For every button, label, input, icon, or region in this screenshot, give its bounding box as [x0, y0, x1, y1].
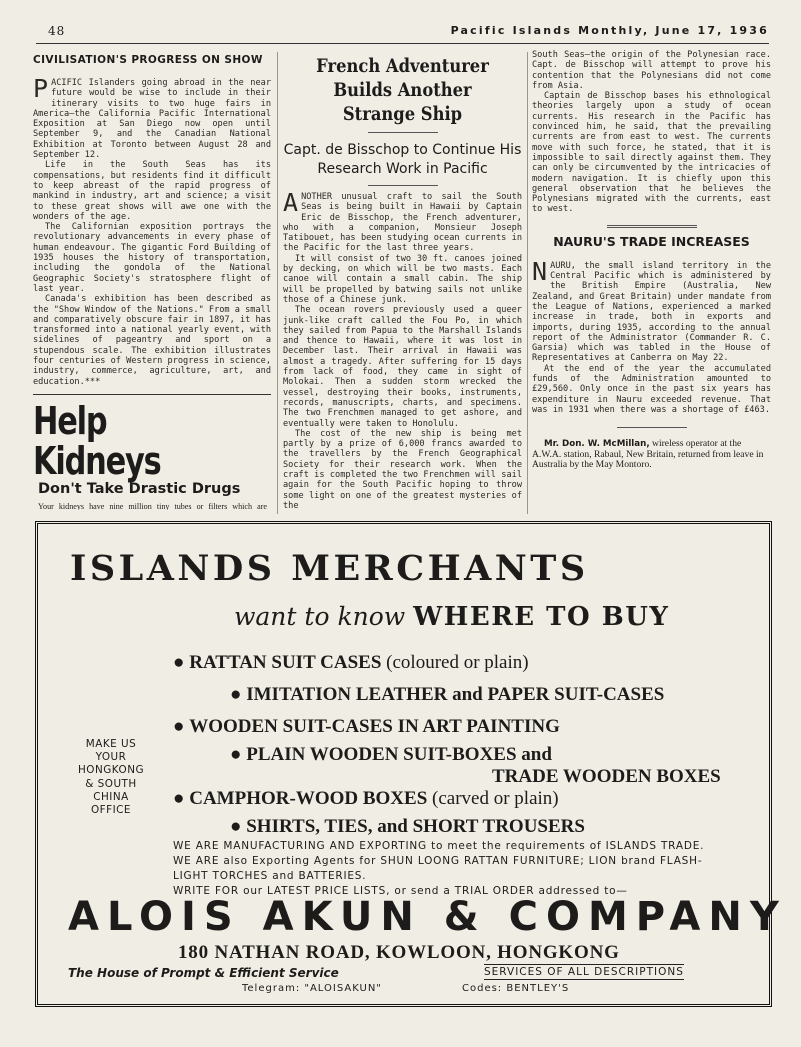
nauru-paragraph: NAURU, the small island territory in the Central Pacific which is administered by the British Empire (Australia, New Zealand, and Great Britain) under mandate from the League of Nations, experienced a marked increase in trade, both in exports and imports, during 1935, according to the annual report of the Administrator (Commander R. C. Garsia) which was tabled in the House of Representatives at Canberra on May 22.: [532, 256, 771, 364]
drop-cap: A: [283, 188, 299, 217]
heading-rule: [368, 185, 438, 186]
merchants-advert: [35, 521, 787, 1007]
civilisation-paragraph: PACIFIC Islanders going abroad in the near future would be wise to include in their itinerary visits to two huge fairs in America—the California Pacific International Exposition at San Diego now open until September 9, and the Canadian National Exhibition at Toronto between August 28 and September 12.: [33, 74, 271, 161]
advert-title: ISLANDS MERCHANTS: [70, 548, 589, 589]
manufacturing-line: WE ARE MANUFACTURING AND EXPORTING to meet the requirements of ISLANDS TRADE.: [173, 840, 705, 852]
company-name: ALOIS AKUN & COMPANY: [68, 894, 787, 940]
adventurer-paragraph: Captain de Bisschop bases his ethnological theories largely upon a study of ocean currents. His research in the Pacific has convinced him, he said, that the prevailing currents are from east to west. The currents move with such force, he stated, that it is impossible to sail directly against them. They can only be circumvented by the intricacies of modern navigation. It is chiefly upon this general observation that he believes the Polynesians migrated with the currents, east to west.: [532, 91, 771, 215]
advert-tagline: want to know WHERE TO BUY: [234, 602, 670, 632]
services-banner: SERVICES OF ALL DESCRIPTIONS: [484, 966, 684, 978]
header-rule: [36, 43, 769, 44]
civilisation-paragraph: Life in the South Seas has its compensations, but residents find it difficult to keep abreast of the rapid progress of mankind in industry, art and science; a visit to these great shows will awe one with the wonders of the age.: [33, 160, 271, 222]
running-title: Pacific Islands Monthly, June 17, 1936: [450, 24, 769, 37]
kidneys-advert: [33, 394, 271, 510]
adventurer-paragraph: ANOTHER unusual craft to sail the South Seas is being built in Hawaii by Captain Eric de Bisschop, the French adventurer, who with a companion, Monsieur Joseph Tatibouet, has been studying ocean currents in the Pacific for the last three years.: [283, 188, 522, 254]
column-left: [33, 50, 271, 510]
drop-cap: P: [33, 74, 49, 103]
adventurer-paragraph: The ocean rovers previously used a queer junk-like craft called the Fou Po, in which they sailed from Papua to the Marshall Islands and thence to Hawaii, where it was lost in December last. Their arrival in Hawaii was almost a tragedy. After suffering for 15 days from lack of food, they came in sight of Molokai. Then a sudden storm wrecked the vessel, destroying their books, instruments, records, manuscripts, charts, and specimens. The two Frenchmen managed to get ashore, and eventually were taken to Honolulu.: [283, 305, 522, 429]
heading-rule: [368, 132, 438, 133]
page-number: 48: [48, 24, 66, 38]
manufacturing-line: WRITE FOR our LATEST PRICE LISTS, or send a TRIAL ORDER addressed to—: [173, 885, 628, 897]
drop-cap: N: [532, 256, 548, 286]
column-middle: [283, 50, 522, 510]
product-item: ● WOODEN SUIT-CASES IN ART PAINTING: [173, 716, 560, 737]
manufacturing-line: LIGHT TORCHES and BATTERIES.: [173, 870, 367, 882]
product-item: ● SHIRTS, TIES, and SHORT TROUSERS: [230, 816, 585, 837]
telegram-address: Telegram: "ALOISAKUN": [242, 983, 382, 994]
adventurer-paragraph: It will consist of two 30 ft. canoes joined by decking, on which will be two masts. Each canoe will contain a small cabin. The ship will be propelled by batwing sails not unlike those of a Chinese junk.: [283, 253, 522, 305]
section-rule: [607, 225, 697, 228]
column-right: [532, 50, 771, 510]
product-item: ● IMITATION LEATHER and PAPER SUIT-CASES: [230, 684, 665, 705]
kidneys-body: Your kidneys have nine million tiny tubes or filters which are: [38, 501, 267, 510]
telegraph-codes: Codes: BENTLEY'S: [462, 983, 570, 994]
company-slogan: The House of Prompt & Efficient Service: [68, 966, 339, 980]
company-address: 180 NATHAN ROAD, KOWLOON, HONGKONG: [178, 942, 620, 963]
kidneys-title: Help Kidneys: [33, 398, 161, 483]
product-item: ● CAMPHOR-WOOD BOXES (carved or plain): [173, 788, 559, 809]
nauru-heading: NAURU'S TRADE INCREASES: [553, 233, 750, 249]
adventurer-heading: French Adventurer Builds Another Strange Ship: [316, 55, 489, 125]
column-divider: [277, 52, 278, 514]
nauru-paragraph: At the end of the year the accumulated funds of the Administration amounted to £29,560. Only once in the past six years has expenditure in Nauru exceeded revenue. That was in 1931 when there was a shortage of £463.: [532, 363, 771, 415]
civilisation-paragraph: The Californian exposition portrays the revolutionary advancements in every phase of human endeavour. The gigantic Ford Building of 1935 houses the history of transportation, including the gondola of the National Geographic Society's stratosphere flight of last year.: [33, 222, 271, 294]
page-header: [0, 0, 801, 44]
personal-notice: Mr. Don. W. McMillan, wireless operator at the A.W.A. station, Rabaul, New Britain, returned from leave in Australia by the May Montoro.: [532, 438, 764, 471]
adventurer-paragraph: South Seas—the origin of the Polynesian race. Capt. de Bisschop will attempt to prove his contention that the Polynesians did not come from Asia.: [532, 50, 771, 91]
column-divider: [527, 52, 528, 514]
manufacturing-line: WE ARE also Exporting Agents for SHUN LOONG RATTAN FURNITURE; LION brand FLASH-: [173, 855, 703, 867]
adventurer-subheading: Capt. de Bisschop to Continue His Research Work in Pacific: [283, 142, 522, 177]
civilisation-heading: CIVILISATION'S PROGRESS ON SHOW: [33, 54, 263, 66]
civilisation-paragraph: Canada's exhibition has been described as the "Show Window of the Nations." From a small and comparatively obscure fair in 1897, it has transformed into a national yearly event, with sidelines of pageantry and sport on a stupendous scale. The exhibition illustrates four centuries of Western progress in science, industry, commerce, agriculture, art, and education.***: [33, 294, 271, 387]
kidneys-subtitle: Don't Take Drastic Drugs: [38, 480, 241, 497]
section-rule: [617, 427, 687, 428]
product-item: ● PLAIN WOODEN SUIT-BOXES and: [230, 744, 552, 765]
product-item: ● RATTAN SUIT CASES (coloured or plain): [173, 652, 529, 673]
office-sidebar: MAKE US YOUR HONGKONG & SOUTH CHINA OFFICE: [77, 738, 145, 817]
product-item: TRADE WOODEN BOXES: [492, 766, 721, 787]
adventurer-paragraph: The cost of the new ship is being met partly by a prize of 6,000 francs awarded to the travellers by the French Geographical Society for their research work. When the craft is completed the two Frenchmen will sail again for the South Pacific hoping to throw some light on one of the greatest mysteries of the: [283, 428, 522, 510]
